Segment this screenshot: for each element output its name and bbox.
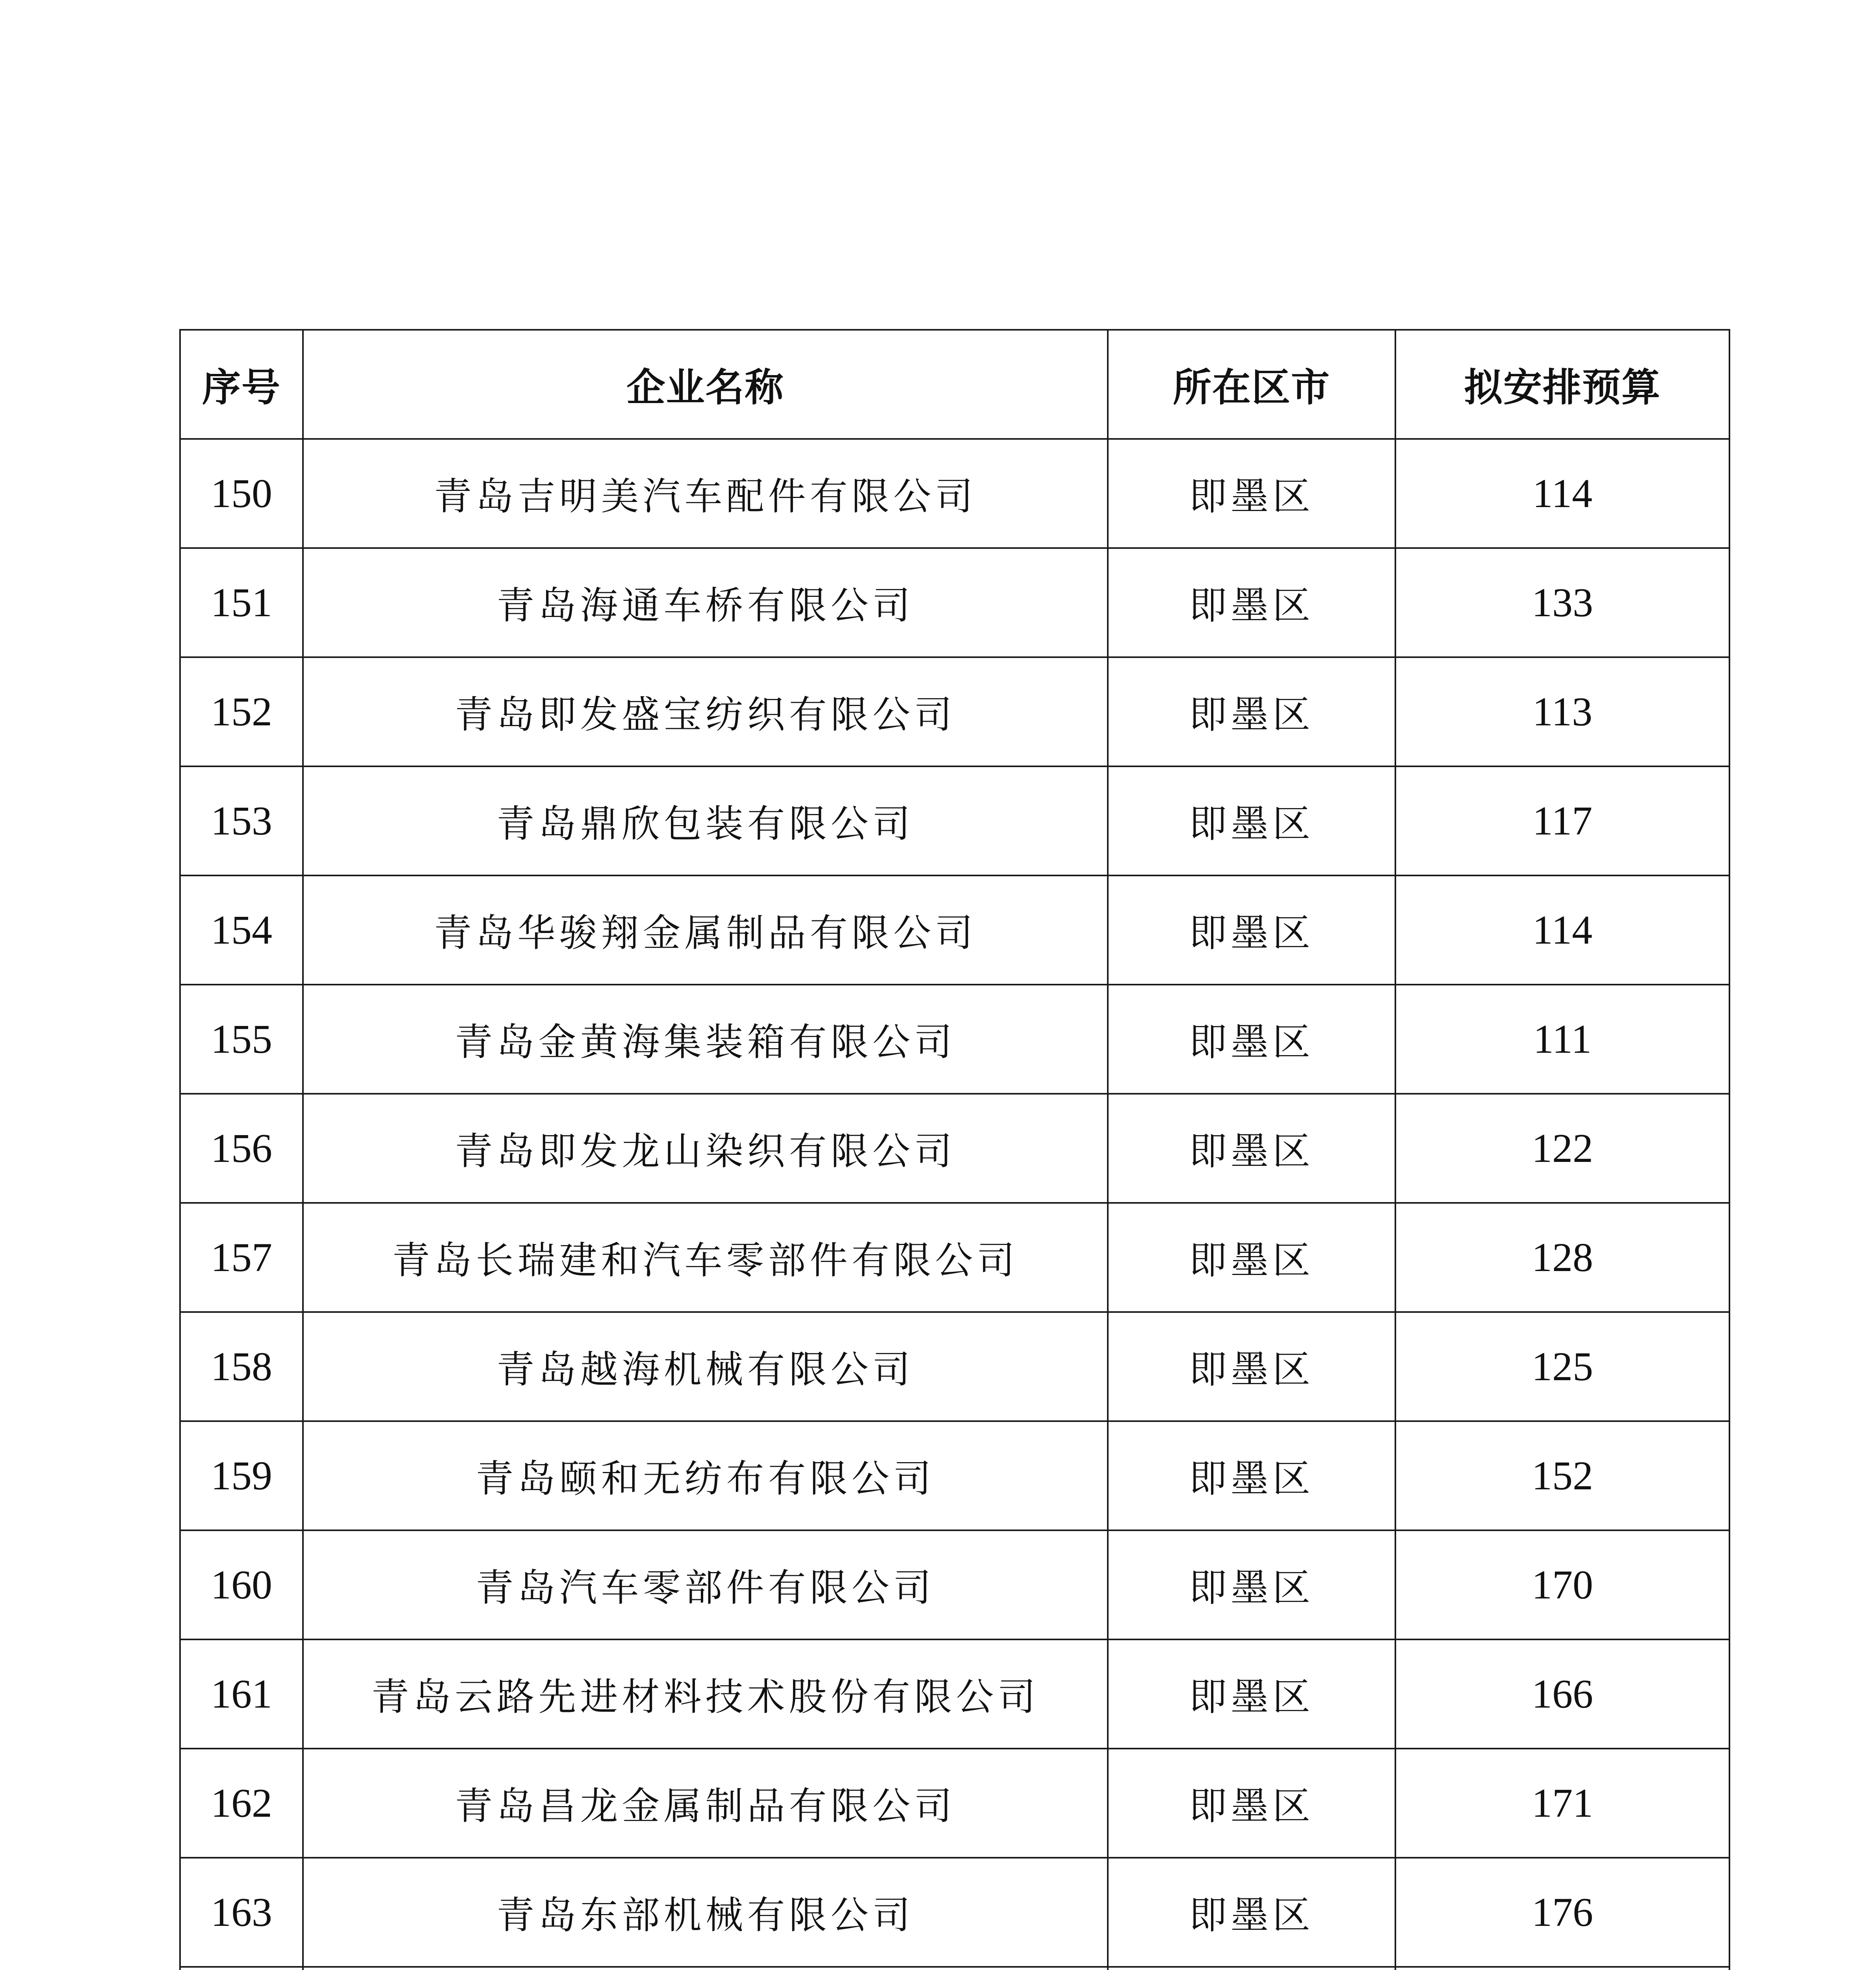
row-district: 即墨区 bbox=[1108, 985, 1395, 1094]
row-company: 青岛越海机械有限公司 bbox=[303, 1312, 1108, 1421]
row-index: 153 bbox=[180, 766, 303, 875]
row-district: 即墨区 bbox=[1108, 875, 1395, 985]
row-budget: 114 bbox=[1395, 875, 1729, 985]
row-budget: 133 bbox=[1395, 548, 1729, 657]
row-index: 161 bbox=[180, 1639, 303, 1749]
row-company: 青岛金黄海集装箱有限公司 bbox=[303, 985, 1108, 1094]
header-index: 序号 bbox=[180, 330, 303, 439]
row-budget: 170 bbox=[1395, 1530, 1729, 1639]
row-company bbox=[303, 1967, 1108, 1970]
table-row bbox=[180, 1312, 1729, 1421]
row-index: 163 bbox=[180, 1858, 303, 1967]
header-company: 企业名称 bbox=[303, 330, 1108, 439]
row-index: 155 bbox=[180, 985, 303, 1094]
table-row bbox=[180, 766, 1729, 875]
row-district: 即墨区 bbox=[1108, 1858, 1395, 1967]
row-district: 即墨区 bbox=[1108, 1203, 1395, 1312]
table-row bbox=[180, 1858, 1729, 1967]
row-index: 151 bbox=[180, 548, 303, 657]
row-index: 160 bbox=[180, 1530, 303, 1639]
table-row bbox=[180, 1203, 1729, 1312]
row-budget: 152 bbox=[1395, 1421, 1729, 1530]
row-company: 青岛云路先进材料技术股份有限公司 bbox=[303, 1639, 1108, 1749]
row-district: 即墨区 bbox=[1108, 1421, 1395, 1530]
row-district: 即墨区 bbox=[1108, 1639, 1395, 1749]
row-budget: 122 bbox=[1395, 1094, 1729, 1203]
row-district bbox=[1108, 1967, 1395, 1970]
header-row bbox=[180, 330, 1729, 439]
table-row bbox=[180, 1094, 1729, 1203]
row-company: 青岛汽车零部件有限公司 bbox=[303, 1530, 1108, 1639]
row-company: 青岛颐和无纺布有限公司 bbox=[303, 1421, 1108, 1530]
row-budget: 111 bbox=[1395, 985, 1729, 1094]
header-district: 所在区市 bbox=[1108, 330, 1395, 439]
row-district: 即墨区 bbox=[1108, 1312, 1395, 1421]
table-row bbox=[180, 548, 1729, 657]
row-budget: 176 bbox=[1395, 1858, 1729, 1967]
row-district: 即墨区 bbox=[1108, 1530, 1395, 1639]
row-company: 青岛鼎欣包装有限公司 bbox=[303, 766, 1108, 875]
row-index: 157 bbox=[180, 1203, 303, 1312]
row-district: 即墨区 bbox=[1108, 766, 1395, 875]
row-index bbox=[180, 1967, 303, 1970]
row-budget: 166 bbox=[1395, 1639, 1729, 1749]
row-district: 即墨区 bbox=[1108, 657, 1395, 766]
row-company: 青岛华骏翔金属制品有限公司 bbox=[303, 875, 1108, 985]
row-budget: 171 bbox=[1395, 1749, 1729, 1858]
row-budget: 125 bbox=[1395, 1312, 1729, 1421]
row-company: 青岛吉明美汽车配件有限公司 bbox=[303, 439, 1108, 548]
row-company: 青岛即发盛宝纺织有限公司 bbox=[303, 657, 1108, 766]
row-budget: 113 bbox=[1395, 657, 1729, 766]
row-budget: 114 bbox=[1395, 439, 1729, 548]
header-budget: 拟安排预算 bbox=[1395, 330, 1729, 439]
row-budget: 117 bbox=[1395, 766, 1729, 875]
row-index: 154 bbox=[180, 875, 303, 985]
table-row bbox=[180, 875, 1729, 985]
table-row bbox=[180, 439, 1729, 548]
row-index: 150 bbox=[180, 439, 303, 548]
row-budget: 128 bbox=[1395, 1203, 1729, 1312]
row-company: 青岛海通车桥有限公司 bbox=[303, 548, 1108, 657]
table-row bbox=[180, 1421, 1729, 1530]
table-row bbox=[180, 1530, 1729, 1639]
row-budget bbox=[1395, 1967, 1729, 1970]
row-company: 青岛昌龙金属制品有限公司 bbox=[303, 1749, 1108, 1858]
row-index: 156 bbox=[180, 1094, 303, 1203]
table-body bbox=[180, 439, 1729, 1970]
table-row bbox=[180, 985, 1729, 1094]
table-header bbox=[180, 330, 1729, 439]
row-index: 158 bbox=[180, 1312, 303, 1421]
table-row bbox=[180, 1749, 1729, 1858]
table-row bbox=[180, 1639, 1729, 1749]
row-index: 162 bbox=[180, 1749, 303, 1858]
table-row bbox=[180, 657, 1729, 766]
budget-table bbox=[179, 329, 1730, 1970]
row-index: 152 bbox=[180, 657, 303, 766]
row-company: 青岛长瑞建和汽车零部件有限公司 bbox=[303, 1203, 1108, 1312]
table-row bbox=[180, 1967, 1729, 1970]
row-district: 即墨区 bbox=[1108, 1749, 1395, 1858]
row-company: 青岛东部机械有限公司 bbox=[303, 1858, 1108, 1967]
row-index: 159 bbox=[180, 1421, 303, 1530]
row-district: 即墨区 bbox=[1108, 548, 1395, 657]
row-district: 即墨区 bbox=[1108, 439, 1395, 548]
row-company: 青岛即发龙山染织有限公司 bbox=[303, 1094, 1108, 1203]
row-district: 即墨区 bbox=[1108, 1094, 1395, 1203]
